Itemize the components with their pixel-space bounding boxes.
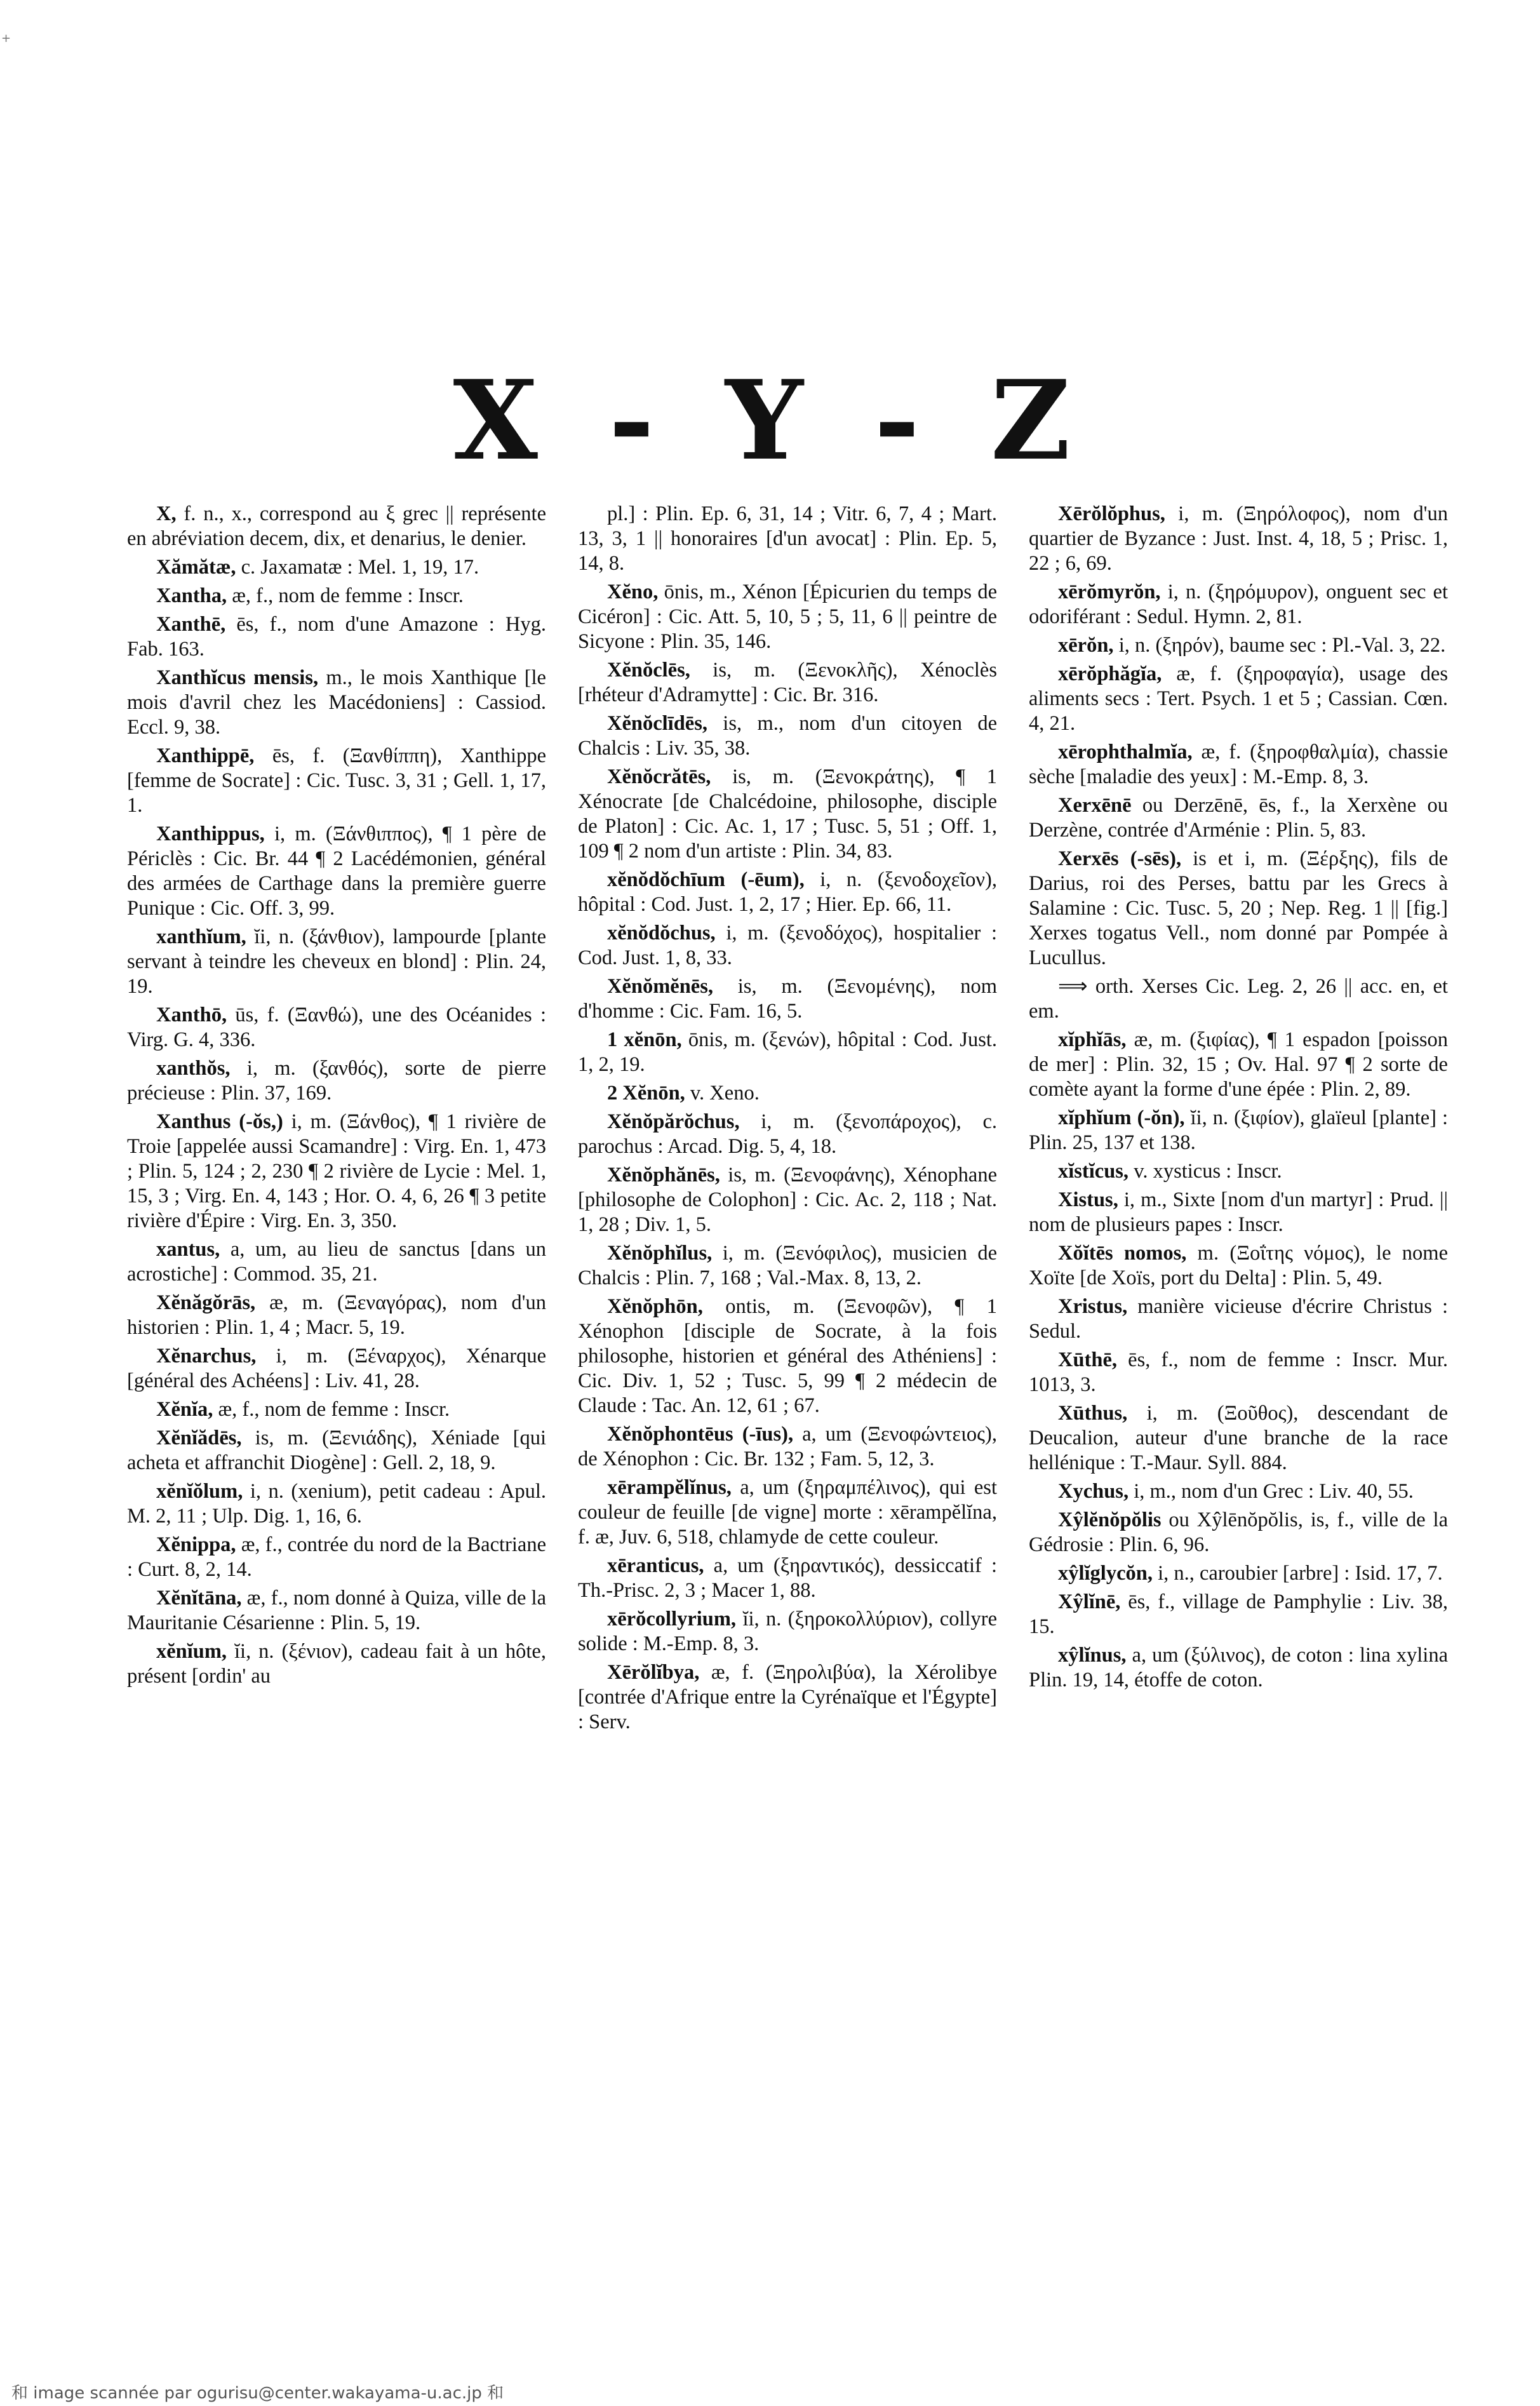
dictionary-entry bbox=[578, 974, 997, 1024]
entry-headword: Xŷlĭnē, bbox=[1058, 1590, 1121, 1613]
entry-definition: i, n. (ξηρόν), baume sec : Pl.-Val. 3, 22. bbox=[1113, 634, 1446, 657]
dictionary-entry bbox=[578, 765, 997, 864]
dictionary-entry bbox=[1029, 1561, 1448, 1586]
entry-definition: v. Xeno. bbox=[685, 1082, 760, 1105]
entry-headword: Xĕnăgŏrās, bbox=[156, 1291, 256, 1314]
entry-definition: i, m. (ξενοδόχος), hospitalier : Cod. Just. 1, 8, 33. bbox=[578, 922, 997, 969]
entry-headword: Xanthō, bbox=[156, 1004, 227, 1026]
entry-definition: a, um (Ξενοφώντειος), de Xénophon : Cic. Br. 132 ; Fam. 5, 12, 3. bbox=[578, 1423, 997, 1470]
entry-headword: xēranticus, bbox=[607, 1554, 704, 1577]
entry-headword: Xĕnippa, bbox=[156, 1533, 236, 1556]
entry-headword: Xĕnŏphănēs, bbox=[607, 1164, 720, 1186]
entry-definition: ēs, f., nom d'une Amazone : Hyg. Fab. 163. bbox=[127, 613, 546, 661]
entry-definition: i, m. (Ξάνθιππος), ¶ 1 père de Périclès : Cic. Br. 44 ¶ 2 Lacédémonien, général des armées de Carthage dans la première guerre Punique : Cic. Off. 3, 99. bbox=[127, 823, 546, 920]
entry-headword: xŷlĭglycŏn, bbox=[1058, 1562, 1153, 1585]
entry-definition: a, um (ξηραντικός), dessiccatif : Th.-Prisc. 2, 3 ; Macer 1, 88. bbox=[578, 1554, 997, 1602]
entry-headword: Xanthus (-ŏs,) bbox=[156, 1110, 283, 1133]
entry-definition: ēs, f., nom de femme : Inscr. Mur. 1013, 3. bbox=[1029, 1348, 1448, 1396]
entry-definition: f. n., x., correspond au ξ grec || représente en abréviation decem, dix, et denarius, le denier. bbox=[127, 502, 546, 550]
dictionary-entry bbox=[578, 1294, 997, 1418]
dictionary-entry bbox=[1029, 740, 1448, 790]
dictionary-entry bbox=[578, 1081, 997, 1106]
entry-headword: Xĕnŏclīdēs, bbox=[607, 712, 707, 735]
entry-definition: i, m. (Ξοῦθος), descendant de Deucalion, auteur d'une branche de la race hellénique : T.-Maur. Syll. 884. bbox=[1029, 1402, 1448, 1474]
entry-definition: i, n. (ξενοδοχεῖον), hôpital : Cod. Just. 1, 2, 17 ; Hier. Ep. 66, 11. bbox=[578, 868, 997, 916]
dictionary-entry bbox=[127, 1237, 546, 1287]
dictionary-entry bbox=[127, 1056, 546, 1106]
dictionary-entry bbox=[1029, 1643, 1448, 1693]
entry-headword: xērampĕlĭnus, bbox=[607, 1476, 732, 1499]
entry-headword: xērŏmyrŏn, bbox=[1058, 581, 1161, 603]
entry-definition: i, n. (xenium), petit cadeau : Apul. M. 2, 11 ; Ulp. Dig. 1, 16, 6. bbox=[127, 1480, 546, 1528]
entry-headword: Xĕnŏmĕnēs, bbox=[607, 975, 713, 998]
entry-definition: a, um (ξύλινος), de coton : lina xylina Plin. 19, 14, étoffe de coton. bbox=[1029, 1644, 1448, 1691]
entry-definition: i, m. (ξανθός), sorte de pierre précieuse : Plin. 37, 169. bbox=[127, 1057, 546, 1105]
entry-headword: Xĕnŏphontēus (-īus), bbox=[607, 1423, 794, 1446]
dictionary-entry bbox=[578, 1028, 997, 1077]
dictionary-entry bbox=[578, 921, 997, 971]
entry-definition: v. xysticus : Inscr. bbox=[1128, 1160, 1282, 1183]
entry-headword: xĕnĭum, bbox=[156, 1640, 227, 1663]
dictionary-entry bbox=[578, 711, 997, 761]
entry-definition: ĭi, n. (ξάνθιον), lampourde [plante servant à teindre les cheveux en blond] : Plin. 24, 19. bbox=[127, 925, 546, 998]
dictionary-entry bbox=[578, 658, 997, 708]
dictionary-entry bbox=[578, 1163, 997, 1237]
entry-definition: a, um (ξηραμπέλινος), qui est couleur de feuille [de vigne] morte : xērampĕlĭna, f. æ, Juv. 6, 518, chlamyde de cette couleur. bbox=[578, 1476, 997, 1549]
dictionary-entry bbox=[578, 868, 997, 917]
entry-headword: 1 xĕnōn, bbox=[607, 1028, 682, 1051]
entry-headword: Xĕnĭtāna, bbox=[156, 1587, 242, 1610]
scan-corner-mark: + bbox=[1, 32, 11, 45]
dictionary-entry bbox=[1029, 1590, 1448, 1639]
entry-headword: xanthŏs, bbox=[156, 1057, 231, 1080]
column-3 bbox=[1029, 502, 1448, 2325]
dictionary-entry bbox=[127, 744, 546, 818]
entry-definition: i, m. (Ξενόφιλος), musicien de Chalcis : Plin. 7, 168 ; Val.-Max. 8, 13, 2. bbox=[578, 1242, 997, 1289]
entry-headword: Xĕnĭa, bbox=[156, 1398, 213, 1421]
dictionary-entry bbox=[578, 1241, 997, 1291]
entry-definition: m. (Ξοΐτης νόμος), le nome Xoïte [de Xoïs, port du Delta] : Plin. 5, 49. bbox=[1029, 1242, 1448, 1289]
dictionary-entry bbox=[127, 584, 546, 608]
entry-definition: æ, f. (Ξηρολιβύα), la Xérolibye [contrée d'Afrique entre la Cyrénaïque et l'Égypte] : Serv. bbox=[578, 1661, 997, 1733]
dictionary-entry bbox=[127, 612, 546, 662]
dictionary-entry bbox=[127, 1479, 546, 1529]
entry-headword: Xērŏlŏphus, bbox=[1058, 502, 1165, 525]
entry-headword: Xĕnŏphōn, bbox=[607, 1295, 703, 1318]
entry-definition: ou Xŷlēnŏpŏlis, is, f., ville de la Gédrosie : Plin. 6, 96. bbox=[1029, 1509, 1448, 1556]
entry-definition: æ, f., nom de femme : Inscr. bbox=[227, 584, 464, 607]
dictionary-entry bbox=[1029, 580, 1448, 629]
entry-headword: Xămătæ, bbox=[156, 556, 236, 579]
entry-headword: X, bbox=[156, 502, 177, 525]
entry-headword: xĭphĭās, bbox=[1058, 1028, 1127, 1051]
dictionary-entry bbox=[1029, 1479, 1448, 1504]
entry-headword: Xistus, bbox=[1058, 1188, 1118, 1211]
entry-headword: Xanthippē, bbox=[156, 744, 255, 767]
entry-headword: Xanthĭcus mensis, bbox=[156, 666, 319, 689]
entry-headword: xērŏphăgĭa, bbox=[1058, 662, 1162, 685]
entry-headword: Xanthē, bbox=[156, 613, 226, 636]
entry-headword: Xĕnĭădēs, bbox=[156, 1427, 242, 1449]
entry-definition: æ, f. (ξηροφθαλμία), chassie sèche [maladie des yeux] : M.-Emp. 8, 3. bbox=[1029, 741, 1448, 788]
dictionary-entry bbox=[127, 1586, 546, 1636]
entry-definition: ĭi, n. (ξιφίον), glaïeul [plante] : Plin. 25, 137 et 138. bbox=[1029, 1106, 1448, 1154]
entry-headword: xĭstĭcus, bbox=[1058, 1160, 1129, 1183]
dictionary-entry bbox=[127, 822, 546, 921]
dictionary-entry bbox=[1029, 974, 1448, 1024]
entry-headword: Xerxēs (-sēs), bbox=[1058, 847, 1182, 870]
dictionary-entry bbox=[1029, 1159, 1448, 1184]
dictionary-entry bbox=[1029, 1401, 1448, 1475]
dictionary-entry bbox=[578, 1422, 997, 1472]
entry-headword: Xērŏlĭbya, bbox=[607, 1661, 700, 1684]
entry-definition: i, m., nom d'un Grec : Liv. 40, 55. bbox=[1128, 1480, 1414, 1503]
entry-definition: c. Jaxamatæ : Mel. 1, 19, 17. bbox=[236, 556, 479, 579]
dictionary-entry bbox=[127, 1344, 546, 1394]
dictionary-entry bbox=[1029, 662, 1448, 736]
entry-definition: i, n. (ξηρόμυρον), onguent sec et odoriférant : Sedul. Hymn. 2, 81. bbox=[1029, 581, 1448, 628]
entry-headword: Xristus, bbox=[1058, 1295, 1128, 1318]
entry-headword: Xūthus, bbox=[1058, 1402, 1128, 1425]
entry-definition: m., le mois Xanthique [le mois d'avril chez les Macédoniens] : Cassiod. Eccl. 9, 38. bbox=[127, 666, 546, 739]
dictionary-entry bbox=[127, 1639, 546, 1689]
entry-definition: ⟹ orth. Xerses Cic. Leg. 2, 26 || acc. en, et em. bbox=[1029, 975, 1448, 1023]
dictionary-entry bbox=[578, 1660, 997, 1735]
dictionary-entry bbox=[1029, 1188, 1448, 1237]
dictionary-entry bbox=[578, 1554, 997, 1603]
page-title: X - Y - Z bbox=[453, 356, 1087, 485]
entry-headword: Xĕnarchus, bbox=[156, 1345, 257, 1368]
entry-headword: Xĕnŏclēs, bbox=[607, 659, 690, 682]
dictionary-entry bbox=[127, 925, 546, 999]
entry-definition: ēs, f., village de Pamphylie : Liv. 38, 15. bbox=[1029, 1590, 1448, 1638]
dictionary-entry bbox=[1029, 1106, 1448, 1155]
entry-definition: i, m. (ξενοπάροχος), c. parochus : Arcad. Dig. 5, 4, 18. bbox=[578, 1110, 997, 1158]
entry-definition: i, m. (Ξάνθος), ¶ 1 rivière de Troie [appelée aussi Scamandre] : Virg. En. 1, 473 ; Plin. 5, 124 ; 2, 230 ¶ 2 rivière de Lycie : Mel. 1, 15, 3 ; Virg. En. 4, 143 ; Hor. O. 4, 6, 26 ¶ 3 petite rivière d'Épire : Virg. En. 3, 350. bbox=[127, 1110, 546, 1232]
column-2 bbox=[578, 502, 997, 2325]
dictionary-entry bbox=[127, 555, 546, 580]
entry-definition: i, m., Sixte [nom d'un martyr] : Prud. || nom de plusieurs papes : Inscr. bbox=[1029, 1188, 1448, 1236]
entry-headword: Xychus, bbox=[1058, 1480, 1129, 1503]
entry-definition: is et i, m. (Ξέρξης), fils de Darius, roi des Perses, battu par les Grecs à Salamine : Cic. Tusc. 5, 20 ; Nep. Reg. 1 || [fig.] Xerxes togatus Vell., nom donné par Pompée à Lucullus. bbox=[1029, 847, 1448, 969]
dictionary-entry bbox=[1029, 1028, 1448, 1102]
dictionary-entry bbox=[1029, 1241, 1448, 1291]
entry-headword: Xŏĭtēs nomos, bbox=[1058, 1242, 1187, 1265]
dictionary-entry bbox=[1029, 1294, 1448, 1344]
entry-headword: 2 Xĕnōn, bbox=[607, 1082, 685, 1105]
entry-definition: æ, f., nom de femme : Inscr. bbox=[213, 1398, 450, 1421]
entry-headword: xŷlĭnus, bbox=[1058, 1644, 1127, 1667]
dictionary-entry bbox=[578, 1607, 997, 1657]
column-1 bbox=[127, 502, 546, 2325]
dictionary-entry bbox=[1029, 633, 1448, 658]
dictionary-entry bbox=[127, 1110, 546, 1233]
dictionary-entry bbox=[1029, 793, 1448, 843]
entry-definition: pl.] : Plin. Ep. 6, 31, 14 ; Vitr. 6, 7, 4 ; Mart. 13, 3, 1 || honoraires [d'un avocat] : Plin. Ep. 5, 14, 8. bbox=[578, 502, 997, 575]
entry-headword: xĕnŏdŏchus, bbox=[607, 922, 716, 944]
entry-headword: xanthĭum, bbox=[156, 925, 246, 948]
entry-definition: æ, m. (Ξεναγόρας), nom d'un historien : Plin. 1, 4 ; Macr. 5, 19. bbox=[127, 1291, 546, 1339]
entry-definition: is, m. (Ξενοφάνης), Xénophane [philosophe de Colophon] : Cic. Ac. 2, 118 ; Nat. 1, 28 ; Div. 1, 5. bbox=[578, 1164, 997, 1236]
dictionary-entry bbox=[127, 502, 546, 551]
entry-headword: xērophthalmĭa, bbox=[1058, 741, 1193, 763]
entry-definition: a, um, au lieu de sanctus [dans un acrostiche] : Commod. 35, 21. bbox=[127, 1238, 546, 1286]
entry-definition: ūs, f. (Ξανθώ), une des Océanides : Virg. G. 4, 336. bbox=[127, 1004, 546, 1051]
entry-headword: xĕnĭŏlum, bbox=[156, 1480, 243, 1503]
entry-definition: is, m. (Ξενοκράτης), ¶ 1 Xénocrate [de Chalcédoine, philosophe, disciple de Platon] : Cic. Ac. 1, 17 ; Tusc. 5, 51 ; Off. 1, 109 ¶ 2 nom d'un artiste : Plin. 34, 83. bbox=[578, 765, 997, 863]
entry-headword: Xĕno, bbox=[607, 581, 659, 603]
dictionary-entry bbox=[578, 1110, 997, 1159]
entry-definition: ou Derzēnē, ēs, f., la Xerxène ou Derzène, contrée d'Arménie : Plin. 5, 83. bbox=[1029, 794, 1448, 842]
dictionary-entry bbox=[1029, 1508, 1448, 1557]
entry-headword: Xŷlĕnŏpŏlis bbox=[1058, 1509, 1162, 1531]
entry-definition: ontis, m. (Ξενοφῶν), ¶ 1 Xénophon [disciple de Socrate, à la fois philosophe, historien et général des Athéniens] : Cic. Div. 1, 52 ; Tusc. 5, 99 ¶ 2 médecin de Claude : Tac. An. 12, 61 ; 67. bbox=[578, 1295, 997, 1417]
entry-definition: i, m. (Ξηρόλοφος), nom d'un quartier de Byzance : Just. Inst. 4, 18, 5 ; Prisc. 1, 22 ; 6, 69. bbox=[1029, 502, 1448, 575]
dictionary-entry bbox=[127, 1291, 546, 1340]
entry-headword: Xĕnŏcrătēs, bbox=[607, 765, 711, 788]
entry-headword: Xĕnŏpărŏchus, bbox=[607, 1110, 740, 1133]
entry-headword: xērŏn, bbox=[1058, 634, 1114, 657]
entry-headword: Xanthippus, bbox=[156, 823, 265, 845]
dictionary-entry bbox=[127, 1533, 546, 1582]
entry-definition: ĭi, n. (ξηροκολλύριον), collyre solide : M.-Emp. 8, 3. bbox=[578, 1608, 997, 1655]
dictionary-entry bbox=[578, 502, 997, 576]
entry-definition: is, m. (Ξενομένης), nom d'homme : Cic. Fam. 16, 5. bbox=[578, 975, 997, 1023]
scan-credit-footer: 和 image scannée par ogurisu@center.wakayama-u.ac.jp 和 bbox=[11, 2384, 504, 2403]
entry-definition: ōnis, m., Xénon [Épicurien du temps de Cicéron] : Cic. Att. 5, 10, 5 ; 5, 11, 6 || peintre de Sicyone : Plin. 35, 146. bbox=[578, 581, 997, 653]
entry-definition: is, m. (Ξενιάδης), Xéniade [qui acheta et affranchit Diogène] : Gell. 2, 18, 9. bbox=[127, 1427, 546, 1474]
dictionary-entry bbox=[1029, 1348, 1448, 1397]
entry-headword: xērŏcollyrium, bbox=[607, 1608, 737, 1630]
entry-definition: manière vicieuse d'écrire Christus : Sedul. bbox=[1029, 1295, 1448, 1343]
entry-definition: æ, f. (ξηροφαγία), usage des aliments secs : Tert. Psych. 1 et 5 ; Cassian. Cœn. 4, 21. bbox=[1029, 662, 1448, 735]
entry-definition: is, m. (Ξενοκλῆς), Xénoclès [rhéteur d'Adramytte] : Cic. Br. 316. bbox=[578, 659, 997, 706]
dictionary-entry bbox=[1029, 502, 1448, 576]
entry-definition: ēs, f. (Ξανθίππη), Xanthippe [femme de Socrate] : Cic. Tusc. 3, 31 ; Gell. 1, 17, 1. bbox=[127, 744, 546, 817]
dictionary-entry bbox=[127, 1397, 546, 1422]
dictionary-entry bbox=[127, 1426, 546, 1475]
entry-definition: ōnis, m. (ξενών), hôpital : Cod. Just. 1, 2, 19. bbox=[578, 1028, 997, 1076]
entry-headword: Xūthē, bbox=[1058, 1348, 1117, 1371]
entry-headword: xantus, bbox=[156, 1238, 220, 1261]
entry-headword: xĕnŏdŏchīum (-ēum), bbox=[607, 868, 805, 891]
entry-headword: Xĕnŏphĭlus, bbox=[607, 1242, 713, 1265]
entry-definition: æ, f., contrée du nord de la Bactriane : Curt. 8, 2, 14. bbox=[127, 1533, 546, 1581]
entry-definition: æ, f., nom donné à Quiza, ville de la Mauritanie Césarienne : Plin. 5, 19. bbox=[127, 1587, 546, 1634]
entry-definition: æ, m. (ξιφίας), ¶ 1 espadon [poisson de mer] : Plin. 32, 15 ; Ov. Hal. 97 ¶ 2 sorte de comète ayant la forme d'une épée : Plin. 2, 89. bbox=[1029, 1028, 1448, 1101]
dictionary-entry bbox=[127, 1003, 546, 1052]
dictionary-entry bbox=[578, 580, 997, 654]
entry-headword: Xerxēnē bbox=[1058, 794, 1132, 817]
entry-headword: Xantha, bbox=[156, 584, 227, 607]
entry-definition: ĭi, n. (ξένιον), cadeau fait à un hôte, présent [ordin' au bbox=[127, 1640, 546, 1688]
dictionary-entry bbox=[127, 666, 546, 740]
entry-definition: i, m. (Ξέναρχος), Xénarque [général des Achéens] : Liv. 41, 28. bbox=[127, 1345, 546, 1392]
dictionary-entry bbox=[1029, 847, 1448, 971]
dictionary-entry bbox=[578, 1475, 997, 1550]
entry-headword: xĭphĭum (-ŏn), bbox=[1058, 1106, 1185, 1129]
entry-definition: is, m., nom d'un citoyen de Chalcis : Liv. 35, 38. bbox=[578, 712, 997, 760]
dictionary-columns bbox=[127, 502, 1448, 2325]
entry-definition: i, n., caroubier [arbre] : Isid. 17, 7. bbox=[1152, 1562, 1443, 1585]
